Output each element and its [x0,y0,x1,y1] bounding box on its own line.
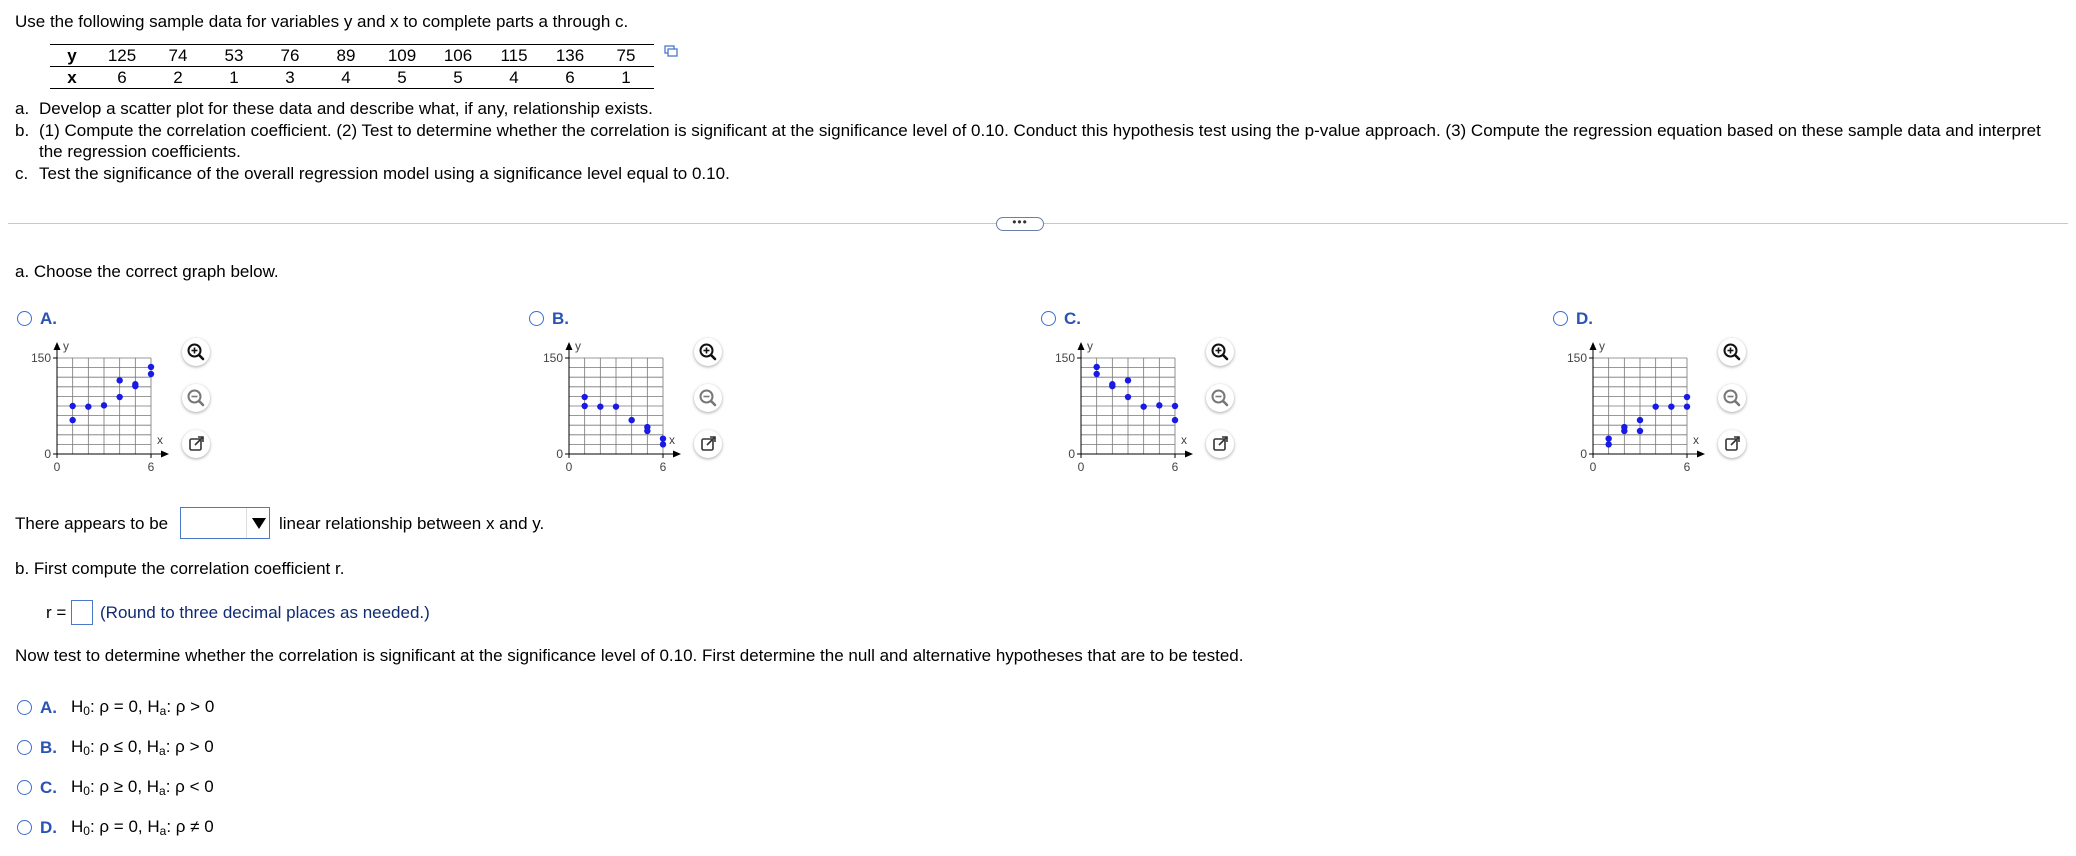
radio-button[interactable] [17,700,32,715]
ha-subscript: a [159,704,167,719]
x-value: 1 [598,67,654,89]
ha-subscript: a [159,744,166,759]
x-tick-label: 0 [53,460,61,474]
radio-button[interactable] [529,311,544,326]
h0-statement: : ρ = 0, [89,697,148,717]
y-axis-arrow-icon [566,342,573,350]
option-letter: B. [40,737,57,757]
zoom-out-icon-glyph [1206,384,1234,412]
part-c-label: c. [15,163,29,183]
x-axis-arrow-icon [1185,451,1193,458]
x-tick-label: 6 [1171,460,1179,474]
data-point [1172,417,1178,423]
radio-button[interactable] [17,740,32,755]
graph-option-b[interactable] [529,308,569,329]
r-answer-input[interactable] [71,600,93,625]
data-point [101,402,107,408]
relationship-suffix: linear relationship between x and y. [279,514,545,533]
zoom-in-icon-glyph [1718,338,1746,366]
data-point [581,394,587,400]
data-point [1605,441,1611,447]
open-graph-icon-glyph [182,430,210,458]
x-tick-label: 6 [659,460,667,474]
x-axis-label: x [157,433,163,447]
x-value: 4 [318,67,374,89]
open-graph-icon[interactable] [694,430,722,458]
option-letter: C. [40,777,57,797]
zoom-in-icon[interactable] [694,338,722,366]
data-point [116,377,122,383]
hypothesis-option-b[interactable] [17,737,214,758]
scatter-graph-c [1044,337,1194,477]
open-graph-icon-glyph [1718,430,1746,458]
x-value: 3 [262,67,318,89]
y-value: 109 [374,45,430,67]
data-point [1172,403,1178,409]
y-axis-label: y [63,339,69,353]
part-b-label: b. [15,120,30,140]
x-row [50,67,654,89]
zoom-out-icon[interactable] [694,384,722,412]
y-axis-label: y [1087,339,1093,353]
intro-text: Use the following sample data for variables y and x to complete parts a through c. [15,12,629,31]
question-parts [15,98,2055,184]
data-point [148,371,154,377]
relationship-dropdown[interactable] [180,507,270,539]
hypothesis-option-c[interactable] [17,777,214,798]
y-value: 136 [542,45,598,67]
y-tick-label: 150 [1566,351,1587,365]
ha-statement: : ρ > 0 [165,737,214,757]
data-point [613,403,619,409]
radio-button[interactable] [17,311,32,326]
y-tick-label: 0 [44,447,51,461]
h0-statement: : ρ ≥ 0, [89,777,147,797]
graph-option-a[interactable] [17,308,57,329]
zoom-out-icon-glyph [1718,384,1746,412]
zoom-out-icon[interactable] [1718,384,1746,412]
ha-subscript: a [159,784,166,799]
ha-symbol: H [146,777,160,797]
y-header: y [50,45,94,67]
ha-statement: : ρ ≠ 0 [166,817,214,837]
scatter-graph-d [1556,337,1706,477]
data-point [1125,377,1131,383]
y-tick-label: 0 [556,447,563,461]
data-point [628,417,634,423]
y-tick-label: 150 [542,351,563,365]
data-point [597,403,603,409]
x-value: 5 [430,67,486,89]
part-a-label: a. [15,99,30,118]
data-point [1637,428,1643,434]
hypothesis-text [71,737,214,759]
h0-symbol: H [71,737,84,757]
x-tick-label: 0 [565,460,573,474]
open-graph-icon[interactable] [1206,430,1234,458]
y-value: 76 [262,45,318,67]
data-point [1605,435,1611,441]
x-axis-arrow-icon [1697,451,1705,458]
scatter-graph-a [20,337,170,477]
x-value: 6 [94,67,150,89]
x-axis-arrow-icon [161,451,169,458]
data-point [69,403,75,409]
x-value: 5 [374,67,430,89]
data-point [660,441,666,447]
round-note: (Round to three decimal places as needed.) [100,603,430,622]
y-value: 89 [318,45,374,67]
y-tick-label: 150 [30,351,51,365]
scatter-graph-b [532,337,682,477]
hypothesis-option-a[interactable] [17,697,214,718]
y-tick-label: 0 [1580,447,1587,461]
zoom-out-icon[interactable] [1206,384,1234,412]
zoom-in-icon[interactable] [1718,338,1746,366]
y-value: 75 [598,45,654,67]
data-point [69,417,75,423]
option-letter: A. [40,308,57,328]
ha-statement: : ρ > 0 [166,697,215,717]
sample-data-table [50,44,654,89]
x-header: x [50,67,94,89]
data-point [132,381,138,387]
x-axis-label: x [669,433,675,447]
x-value: 2 [150,67,206,89]
x-axis-label: x [1181,433,1187,447]
y-tick-label: 150 [1054,351,1075,365]
ha-symbol: H [146,737,160,757]
y-axis-label: y [1599,339,1605,353]
radio-button[interactable] [17,780,32,795]
y-value: 125 [94,45,150,67]
data-point [1684,403,1690,409]
zoom-in-icon-glyph [694,338,722,366]
data-point [660,435,666,441]
x-value: 4 [486,67,542,89]
data-point [85,403,91,409]
hypothesis-text [71,697,215,719]
y-value: 115 [486,45,542,67]
test-prompt: Now test to determine whether the correlation is significant at the significance level of 0.10. First determine the null and alternative hypotheses that are to be tested. [15,646,1244,665]
zoom-in-icon[interactable] [1206,338,1234,366]
ha-statement: : ρ < 0 [165,777,214,797]
open-graph-icon[interactable] [1718,430,1746,458]
part-c-text: Test the significance of the overall regression model using a significance level equal to 0.10. [39,163,730,183]
h0-subscript: 0 [83,824,90,839]
open-graph-icon-glyph [694,430,722,458]
x-tick-label: 0 [1077,460,1085,474]
radio-button[interactable] [1553,311,1568,326]
copy-table-icon[interactable] [664,45,678,58]
data-point [1109,381,1115,387]
part-b [15,120,2055,163]
y-value: 106 [430,45,486,67]
x-value: 6 [542,67,598,89]
x-axis-label: x [1693,433,1699,447]
ha-symbol: H [147,817,160,837]
radio-button[interactable] [17,820,32,835]
h0-subscript: 0 [83,784,90,799]
part-b-text: (1) Compute the correlation coefficient. (2) Test to determine whether the correlation is significant at the significance level of 0.10. Conduct this hypothesis test using the p-value approach. (3) Compute the regression equation based on these sample data and interpret the regression coefficients. [39,120,2041,161]
x-axis-arrow-icon [673,451,681,458]
data-point [1652,403,1658,409]
part-c [15,163,2055,185]
x-value: 1 [206,67,262,89]
ha-subscript: a [159,824,167,839]
hypothesis-text [71,817,214,839]
y-axis-arrow-icon [54,342,61,350]
y-value: 74 [150,45,206,67]
zoom-in-icon[interactable] [182,338,210,366]
y-axis-label: y [575,339,581,353]
radio-button[interactable] [1041,311,1056,326]
hypothesis-text [71,777,214,799]
h0-subscript: 0 [83,704,90,719]
part-a-text: Develop a scatter plot for these data and describe what, if any, relationship exists. [39,99,653,118]
data-point [1621,424,1627,430]
dropdown-arrow-icon[interactable] [246,508,269,538]
open-graph-icon[interactable] [182,430,210,458]
option-letter: B. [552,308,569,328]
zoom-out-icon[interactable] [182,384,210,412]
y-value: 53 [206,45,262,67]
data-point [1093,371,1099,377]
zoom-in-icon-glyph [182,338,210,366]
y-axis-arrow-icon [1078,342,1085,350]
x-tick-label: 6 [1683,460,1691,474]
zoom-out-icon-glyph [182,384,210,412]
option-letter: A. [40,697,57,717]
data-point [644,424,650,430]
hypothesis-option-d[interactable] [17,817,214,838]
h0-statement: : ρ = 0, [89,817,148,837]
option-letter: C. [1064,308,1081,328]
h0-symbol: H [71,817,84,837]
y-row [50,45,654,67]
data-point [1684,394,1690,400]
data-point [581,403,587,409]
option-letter: D. [40,817,57,837]
data-point [148,364,154,370]
data-point [1140,403,1146,409]
data-point [1637,417,1643,423]
h0-statement: : ρ ≤ 0, [89,737,147,757]
y-axis-arrow-icon [1590,342,1597,350]
ha-symbol: H [147,697,160,717]
data-point [1093,364,1099,370]
relationship-prefix: There appears to be [15,514,169,533]
open-graph-icon-glyph [1206,430,1234,458]
part-a [15,98,2055,120]
data-point [116,394,122,400]
graph-option-d[interactable] [1553,308,1593,329]
r-label: r = [46,603,67,622]
h0-symbol: H [71,777,84,797]
y-tick-label: 0 [1068,447,1075,461]
question-b-prompt: b. First compute the correlation coefficient r. [15,559,345,578]
data-point [1125,394,1131,400]
x-tick-label: 6 [147,460,155,474]
question-a-prompt: a. Choose the correct graph below. [15,262,279,281]
h0-symbol: H [71,697,84,717]
h0-subscript: 0 [83,744,90,759]
zoom-out-icon-glyph [694,384,722,412]
zoom-in-icon-glyph [1206,338,1234,366]
graph-option-c[interactable] [1041,308,1081,329]
option-letter: D. [1576,308,1593,328]
data-point [1156,402,1162,408]
expand-more-button[interactable]: ••• [996,217,1044,231]
x-tick-label: 0 [1589,460,1597,474]
data-point [1668,403,1674,409]
